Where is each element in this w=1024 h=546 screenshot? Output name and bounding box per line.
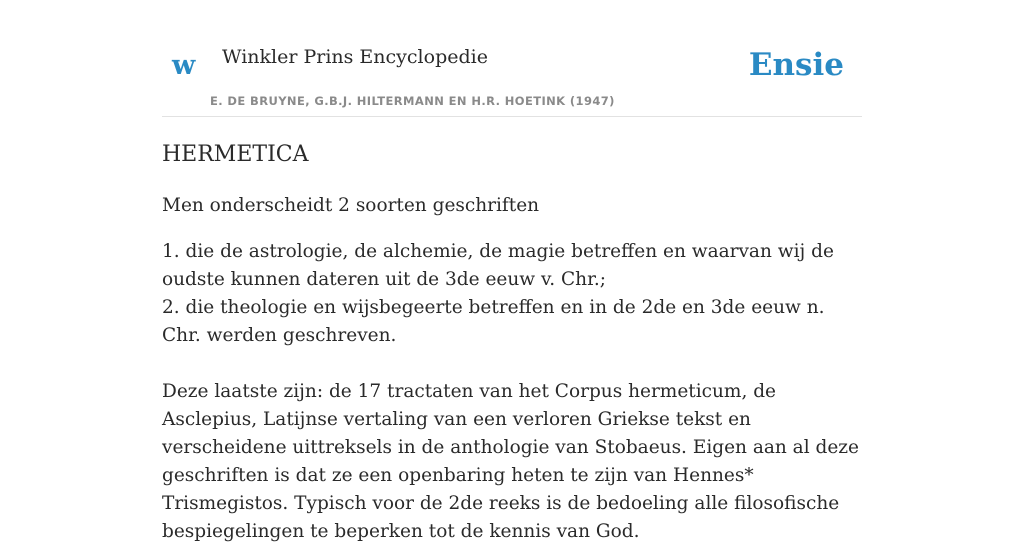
article — [162, 140, 862, 546]
page — [162, 0, 862, 542]
article-list — [162, 238, 862, 350]
article-intro: Men onderscheidt 2 soorten geschriften — [162, 195, 540, 216]
ensie-logo[interactable]: Ensie — [748, 47, 844, 83]
list-item: 1. die de astrologie, de alchemie, de magie betreffen en waarvan wij de oudste kunnen dateren uit de 3de eeuw v. Chr.; — [162, 241, 834, 290]
list-item: 2. die theologie en wijsbegeerte betreffen en in de 2de en 3de eeuw n. Chr. werden geschreven. — [162, 297, 825, 346]
article-body: Deze laatste zijn: de 17 tractaten van het Corpus hermeticum, de Asclepius, Latijnse vertaling van een verloren Griekse tekst en verscheidene uittreksels in de anthologie van Stobaeus. Eigen aan al deze geschriften is dat ze een openbaring heten te zijn van Hennes* Trismegistos. Typisch voor de 2de reeks is de bedoeling alle filosofische bespiegelingen te beperken tot de kennis van God. — [162, 381, 859, 542]
header — [162, 0, 862, 117]
authors-credit: E. DE BRUYNE, G.B.J. HILTERMANN EN H.R. HOETINK (1947) — [210, 94, 615, 108]
encyclopedia-title[interactable]: Winkler Prins Encyclopedie — [222, 46, 488, 68]
encyclopedia-logo[interactable]: w — [172, 50, 196, 81]
article-title: HERMETICA — [162, 142, 309, 167]
